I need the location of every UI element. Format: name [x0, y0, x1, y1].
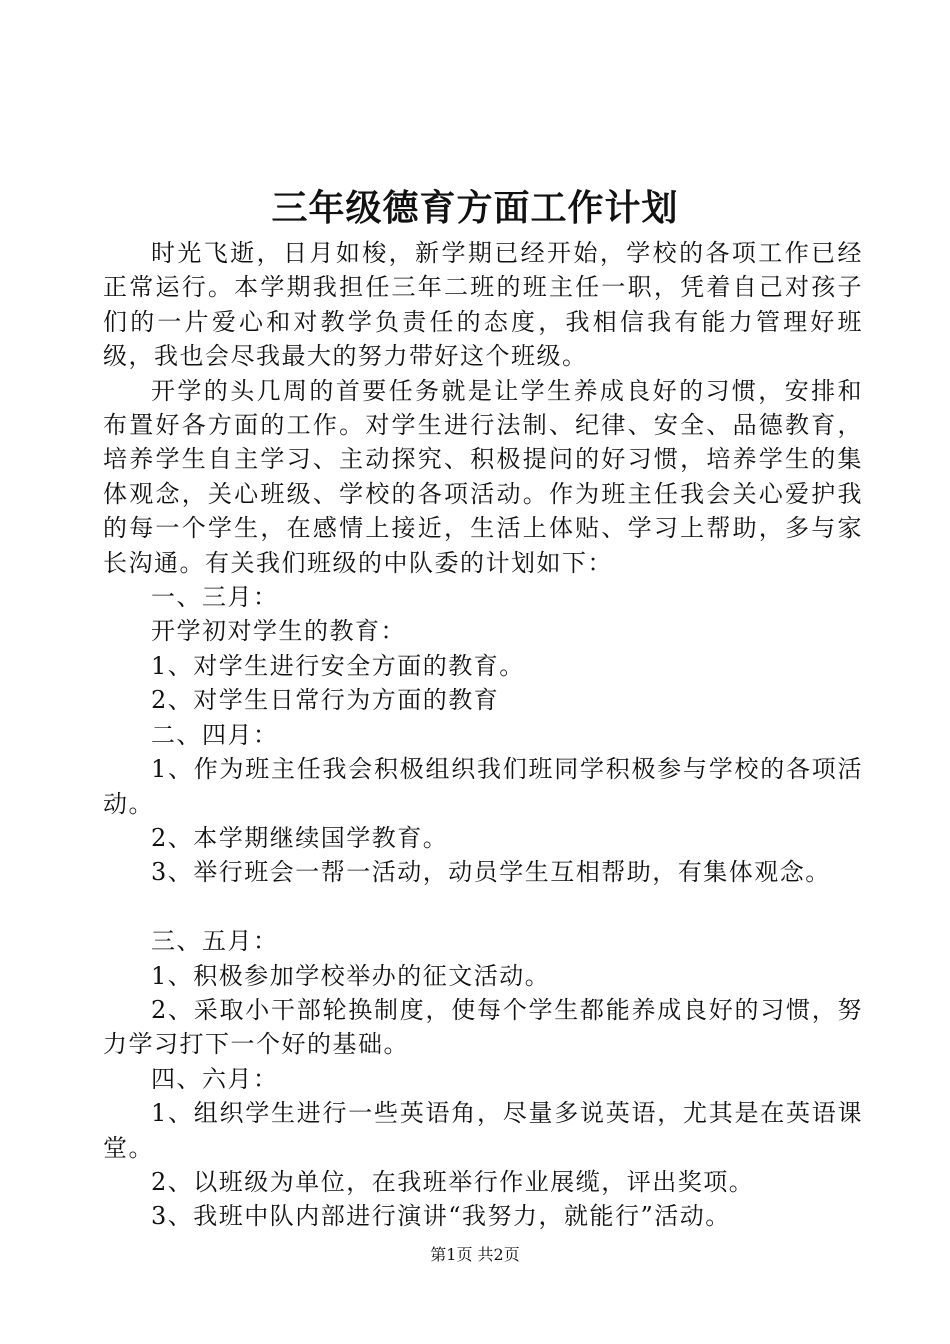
page-number: 第1页 共2页: [430, 1245, 520, 1264]
document-body: [103, 236, 863, 1234]
section-heading-may: 三、五月：: [151, 927, 279, 956]
list-item: 2、本学期继续国学教育。: [151, 823, 449, 852]
goals-paragraph: 开学的头几周的首要任务就是让学生养成良好的习惯，安排和布置好各方面的工作。对学生进行法制、纪律、安全、品德教育，培养学生自主学习、主动探究、积极提问的好习惯，培养学生的集体观念，关心班级、学校的各项活动。作为班主任我会关心爱护我的每一个学生，在感情上接近，生活上体贴、学习上帮助，多与家长沟通。有关我们班级的中队委的计划如下：: [103, 376, 863, 577]
blank-line: [103, 890, 863, 924]
list-item: 3、举行班会一帮一活动，动员学生互相帮助，有集体观念。: [151, 858, 831, 887]
list-item: 1、作为班主任我会积极组织我们班同学积极参与学校的各项活动。: [103, 755, 863, 818]
list-item: 1、对学生进行安全方面的教育。: [151, 651, 525, 680]
list-item: 2、对学生日常行为方面的教育: [151, 686, 500, 715]
intro-paragraph: 时光飞逝，日月如梭，新学期已经开始，学校的各项工作已经正常运行。本学期我担任三年二班的班主任一职，凭着自己对孩子们的一片爱心和对教学负责任的态度，我相信我有能力管理好班级，我也会尽我最大的努力带好这个班级。: [103, 239, 863, 371]
list-item: 2、采取小干部轮换制度，使每个学生都能养成良好的习惯，努力学习打下一个好的基础。: [103, 995, 863, 1059]
list-item: 2、以班级为单位，在我班举行作业展缆，评出奖项。: [151, 1167, 755, 1196]
section-heading-march: 一、三月：: [151, 583, 279, 612]
document-title: 三年级德育方面工作计划: [271, 187, 679, 229]
section-heading-april: 二、四月：: [151, 720, 279, 749]
list-item: 1、积极参加学校举办的征文活动。: [151, 961, 551, 990]
list-item: 1、组织学生进行一些英语角，尽量多说英语，尤其是在英语课堂。: [103, 1099, 863, 1162]
section-heading-june: 四、六月：: [151, 1064, 279, 1093]
list-intro-march: 开学初对学生的教育：: [151, 617, 406, 646]
list-item: 3、我班中队内部进行演讲“我努力，就能行”活动。: [151, 1202, 731, 1231]
